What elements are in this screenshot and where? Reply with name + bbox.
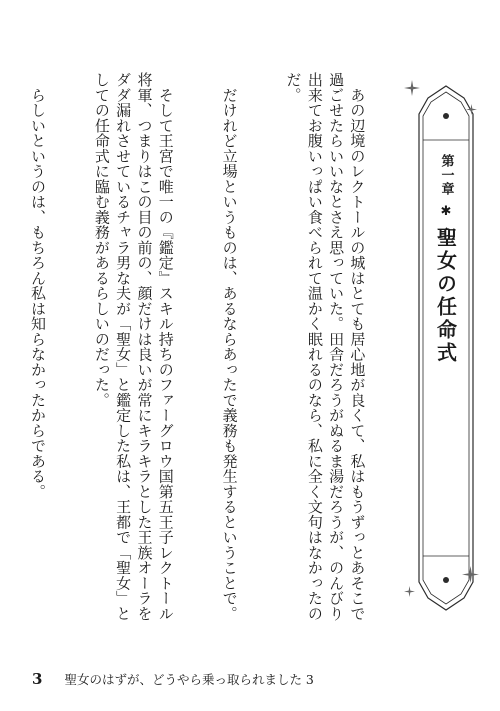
page-number: 3 (32, 670, 43, 688)
sparkle-icon (466, 104, 477, 115)
paragraph: あの辺境のレクトールの城はとても居心地が良くて、私はもうずっとあそこで過ごせたらいいなとさえ思っていた。田舎だろうがぬるま湯だろうが、のんびり出来てお腹いっぱい食べられて温かく眠れるのなら、私に全く文句はなかったのだ。 (284, 72, 367, 621)
chapter-label: 第一章 (438, 154, 454, 196)
paragraph: らしいというのは、もちろん私は知らなかったからである。 (28, 72, 47, 499)
chapter-name: 聖女の任命式 (433, 227, 458, 365)
chapter-title-wrap (415, 154, 477, 474)
sparkle-icon (462, 566, 479, 583)
paragraph: だけれど立場というものは、あるならあったで義務も発生するということで。 (220, 72, 239, 621)
running-title: 聖女のはずが、どうやら乗っ取られました 3 (64, 672, 314, 687)
page-footer (32, 670, 314, 688)
paragraph: そして王宮で唯一の『鑑定』スキル持ちのファーグロウ国第五王子レクトール将軍、つまりはこの目の前の、顔だけは良いが常にキラキラとした王族オーラをダダ漏れさせているチャラ男な夫が「聖女」と鑑定した私は、王都で「聖女」としての任命式に臨む義務があるらしいのだった。 (92, 72, 175, 621)
chapter-separator-icon: ✱ (438, 204, 454, 219)
body-text (28, 72, 410, 624)
chapter-title (432, 154, 461, 474)
chapter-banner (415, 84, 477, 612)
